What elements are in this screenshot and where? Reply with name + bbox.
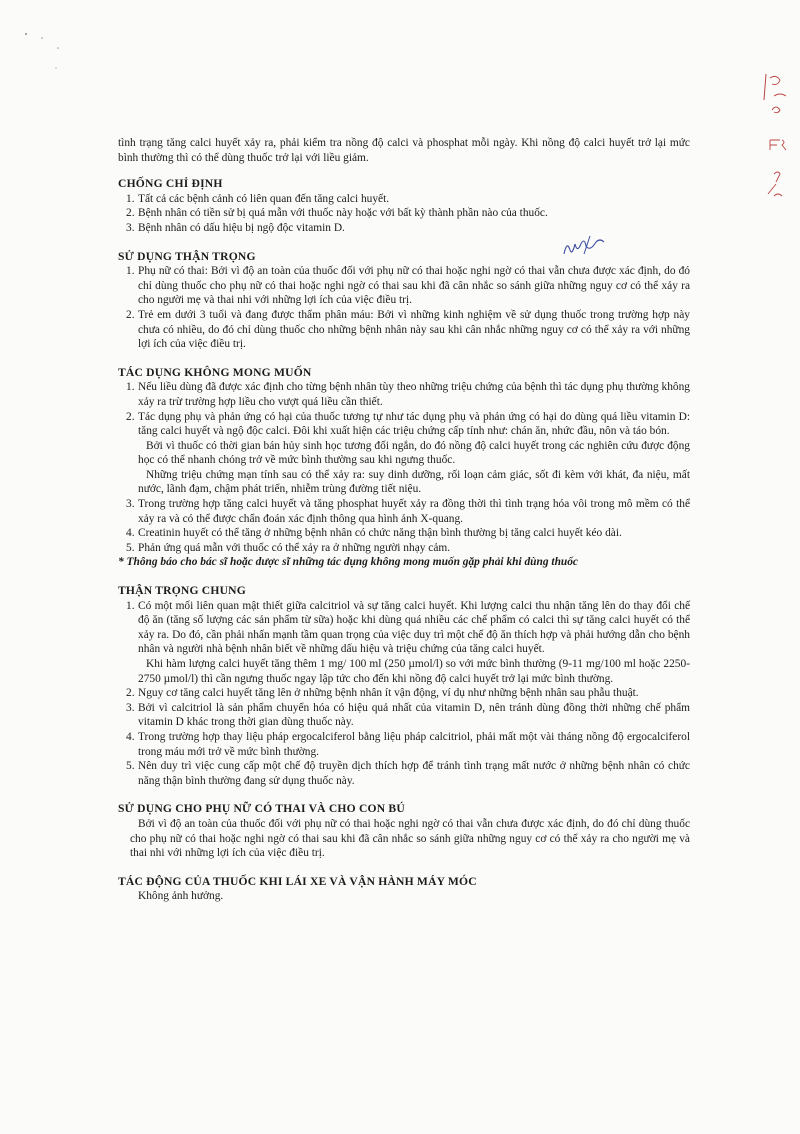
list-item: 4. Trong trường hợp thay liệu pháp ergocalciferol bằng liệu pháp calcitriol, phải mất một vài tháng nồng độ ergocalciferol trong máu mới trở về mức bình thường. bbox=[126, 730, 690, 758]
general-precautions-heading: THẬN TRỌNG CHUNG bbox=[118, 584, 246, 598]
list-item: 1. Phụ nữ có thai: Bởi vì độ an toàn của thuốc đối với phụ nữ có thai hoặc nghi ngờ có thai vẫn chưa được xác định, do đó chỉ dùng thuốc cho phụ nữ có thai hoặc nghi ngờ có thai sau khi đã cân nhắc so sánh giữa những nguy cơ có thể xảy ra cho người mẹ và thai nhi với những lợi ích của việc điều trị. bbox=[126, 265, 690, 307]
side-effects-item2-paragraph: Những triệu chứng mạn tính sau có thể xảy ra: suy dinh dưỡng, rối loạn cảm giác, sốt đi kèm với khát, đa niệu, mất nước, lãnh đạm, chậm phát triển, nhiễm trùng đường tiết niệu. bbox=[138, 468, 690, 496]
list-item: 1. Tất cả các bệnh cảnh có liên quan đến tăng calci huyết. bbox=[126, 192, 390, 205]
general-precautions-list bbox=[118, 599, 690, 789]
intro-paragraph: tình trạng tăng calci huyết xảy ra, phải kiểm tra nồng độ calci và phosphat mỗi ngày. Khi nồng độ calci huyết trở lại mức bình thường thì có thể dùng thuốc trở lại với liều giảm. bbox=[118, 137, 690, 164]
list-item: 4. Creatinin huyết có thể tăng ở những bệnh nhân có chức năng thận bình thường bị tăng calci huyết kéo dài. bbox=[126, 527, 622, 540]
contraindications-list bbox=[118, 192, 690, 236]
general-item1-paragraph: Khi hàm lượng calci huyết tăng thêm 1 mg/ 100 ml (250 µmol/l) so với mức bình thường (9-11 mg/100 ml hoặc 2250-2750 µmol/l) thì cần ngưng thuốc ngay lập tức cho đến khi nồng độ calci huyết trở lại mức bình thường. bbox=[138, 658, 690, 685]
leaflet-body bbox=[118, 136, 690, 904]
side-effects-item2-paragraph: Bởi vì thuốc có thời gian bán hủy sinh học tương đối ngắn, do đó nồng độ calci huyết trong các nghiên cứu được động học có thể nhanh chóng trở về mức bình thường sau khi ngưng thuốc. bbox=[138, 439, 690, 467]
list-item: 3. Trong trường hợp tăng calci huyết và tăng phosphat huyết xảy ra đồng thời thì tình trạng hóa vôi trong mô mềm có thể xảy ra và có thể được chẩn đoán xác định thông qua hình ảnh X-quang. bbox=[126, 498, 690, 525]
list-item: 2. Trẻ em dưới 3 tuổi và đang được thẩm phân máu: Bởi vì những kinh nghiệm về sử dụng thuốc trong trường hợp này chưa có nhiều, do đó chỉ dùng thuốc cho những bệnh nhân này sau khi cân nhắc những nguy cơ có thể xảy ra với những lợi ích của việc điều trị. bbox=[126, 308, 690, 351]
list-item: 1. Có một mối liên quan mật thiết giữa calcitriol và sự tăng calci huyết. Khi lượng calci thu nhận tăng lên do thay đổi chế độ ăn (tăng số lượng các sản phẩm từ sữa) hoặc khi dùng quá nhiều các chế phẩm có calci thì sự tăng calci huyết có thể xảy ra. Do đó, cần phải nhấn mạnh tầm quan trọng của việc duy trì một chế độ ăn thích hợp và phải hướng dẫn cho bệnh nhân và người nhà bệnh nhân biết về những dấu hiệu và triệu chứng của tăng calci huyết. Khi hàm lượng calci huyết tăng thêm 1 mg/ 100 ml (250 µmol/l) so với mức bình thường (9-11 mg/100 ml hoặc 2250-2750 µmol/l) thì cần ngưng thuốc ngay lập tức cho đến khi nồng độ calci huyết trở lại mức bình thường. bbox=[126, 599, 690, 685]
list-item: 1. Nếu liều dùng đã được xác định cho từng bệnh nhân tùy theo những triệu chứng của bệnh thì tác dụng phụ thường không xảy ra trừ trường hợp liều cho vượt quá liều cần thiết. bbox=[126, 381, 690, 408]
pregnancy-paragraph: Bởi vì độ an toàn của thuốc đối với phụ nữ có thai hoặc nghi ngờ có thai vẫn chưa được xác định, do đó chỉ dùng thuốc cho phụ nữ có thai hoặc nghi ngờ có thai sau khi đã cân nhắc so sánh giữa những nguy cơ có thể xảy ra cho người mẹ và thai nhi với những lợi ích của việc điều trị. bbox=[130, 817, 690, 860]
list-item: 3. Bệnh nhân có dấu hiệu bị ngộ độc vitamin D. bbox=[126, 221, 345, 234]
driving-paragraph: Không ảnh hưởng. bbox=[138, 890, 224, 903]
list-item: 2. Nguy cơ tăng calci huyết tăng lên ở những bệnh nhân ít vận động, ví dụ như những bệnh nhân sau phẫu thuật. bbox=[126, 687, 639, 700]
list-item: 3. Bởi vì calcitriol là sản phẩm chuyển hóa có hiệu quả nhất của vitamin D, nên tránh dùng đồng thời những chế phẩm vitamin D khác trong thời gian dùng thuốc này. bbox=[126, 701, 690, 729]
list-item: 5. Phản ứng quá mẫn với thuốc có thể xảy ra ở những người nhạy cảm. bbox=[126, 541, 451, 554]
list-item: 2. Tác dụng phụ và phản ứng có hại của thuốc tương tự như tác dụng phụ và phản ứng có hại do dùng quá liều vitamin D: tăng calci huyết và ngộ độc calci. Đôi khi xuất hiện các triệu chứng cấp tính như: chán ăn, nhức đầu, nôn và táo bón. Bởi vì thuốc có thời gian bán hủy sinh học tương đối ngắn, do đó nồng độ calci huyết trong các nghiên cứu được động học có thể nhanh chóng trở về mức bình thường sau khi ngưng thuốc. Những triệu chứng mạn tính sau có thể xảy ra: suy dinh dưỡng, rối loạn cảm giác, sốt đi kèm với khát, đa niệu, mất nước, lãnh đạm, chậm phát triển, nhiễm trùng đường tiết niệu. bbox=[126, 410, 690, 496]
precautions-heading: SỬ DỤNG THẬN TRỌNG bbox=[118, 249, 256, 263]
scan-speck-marks bbox=[20, 20, 80, 80]
pregnancy-heading: SỬ DỤNG CHO PHỤ NỮ CÓ THAI VÀ CHO CON BÚ bbox=[118, 802, 405, 816]
contraindications-heading: CHỐNG CHỈ ĐỊNH bbox=[118, 177, 223, 191]
precautions-list bbox=[118, 264, 690, 352]
report-side-effects-note: * Thông báo cho bác sĩ hoặc dược sĩ những tác dụng không mong muốn gặp phải khi dùng thuốc bbox=[118, 556, 578, 569]
list-item: 5. Nên duy trì việc cung cấp một chế độ truyền dịch thích hợp để tránh tình trạng mất nước ở những bệnh nhân có chức năng thận bình thường đang sử dụng thuốc này. bbox=[126, 760, 690, 787]
list-item: 2. Bệnh nhân có tiền sử bị quá mẫn với thuốc này hoặc với bất kỳ thành phần nào của thuốc. bbox=[126, 207, 548, 220]
margin-handwritten-marks bbox=[760, 70, 796, 210]
side-effects-list bbox=[118, 380, 690, 555]
driving-heading: TÁC ĐỘNG CỦA THUỐC KHI LÁI XE VÀ VẬN HÀNH MÁY MÓC bbox=[118, 874, 477, 888]
side-effects-heading: TÁC DỤNG KHÔNG MONG MUỐN bbox=[118, 365, 312, 379]
